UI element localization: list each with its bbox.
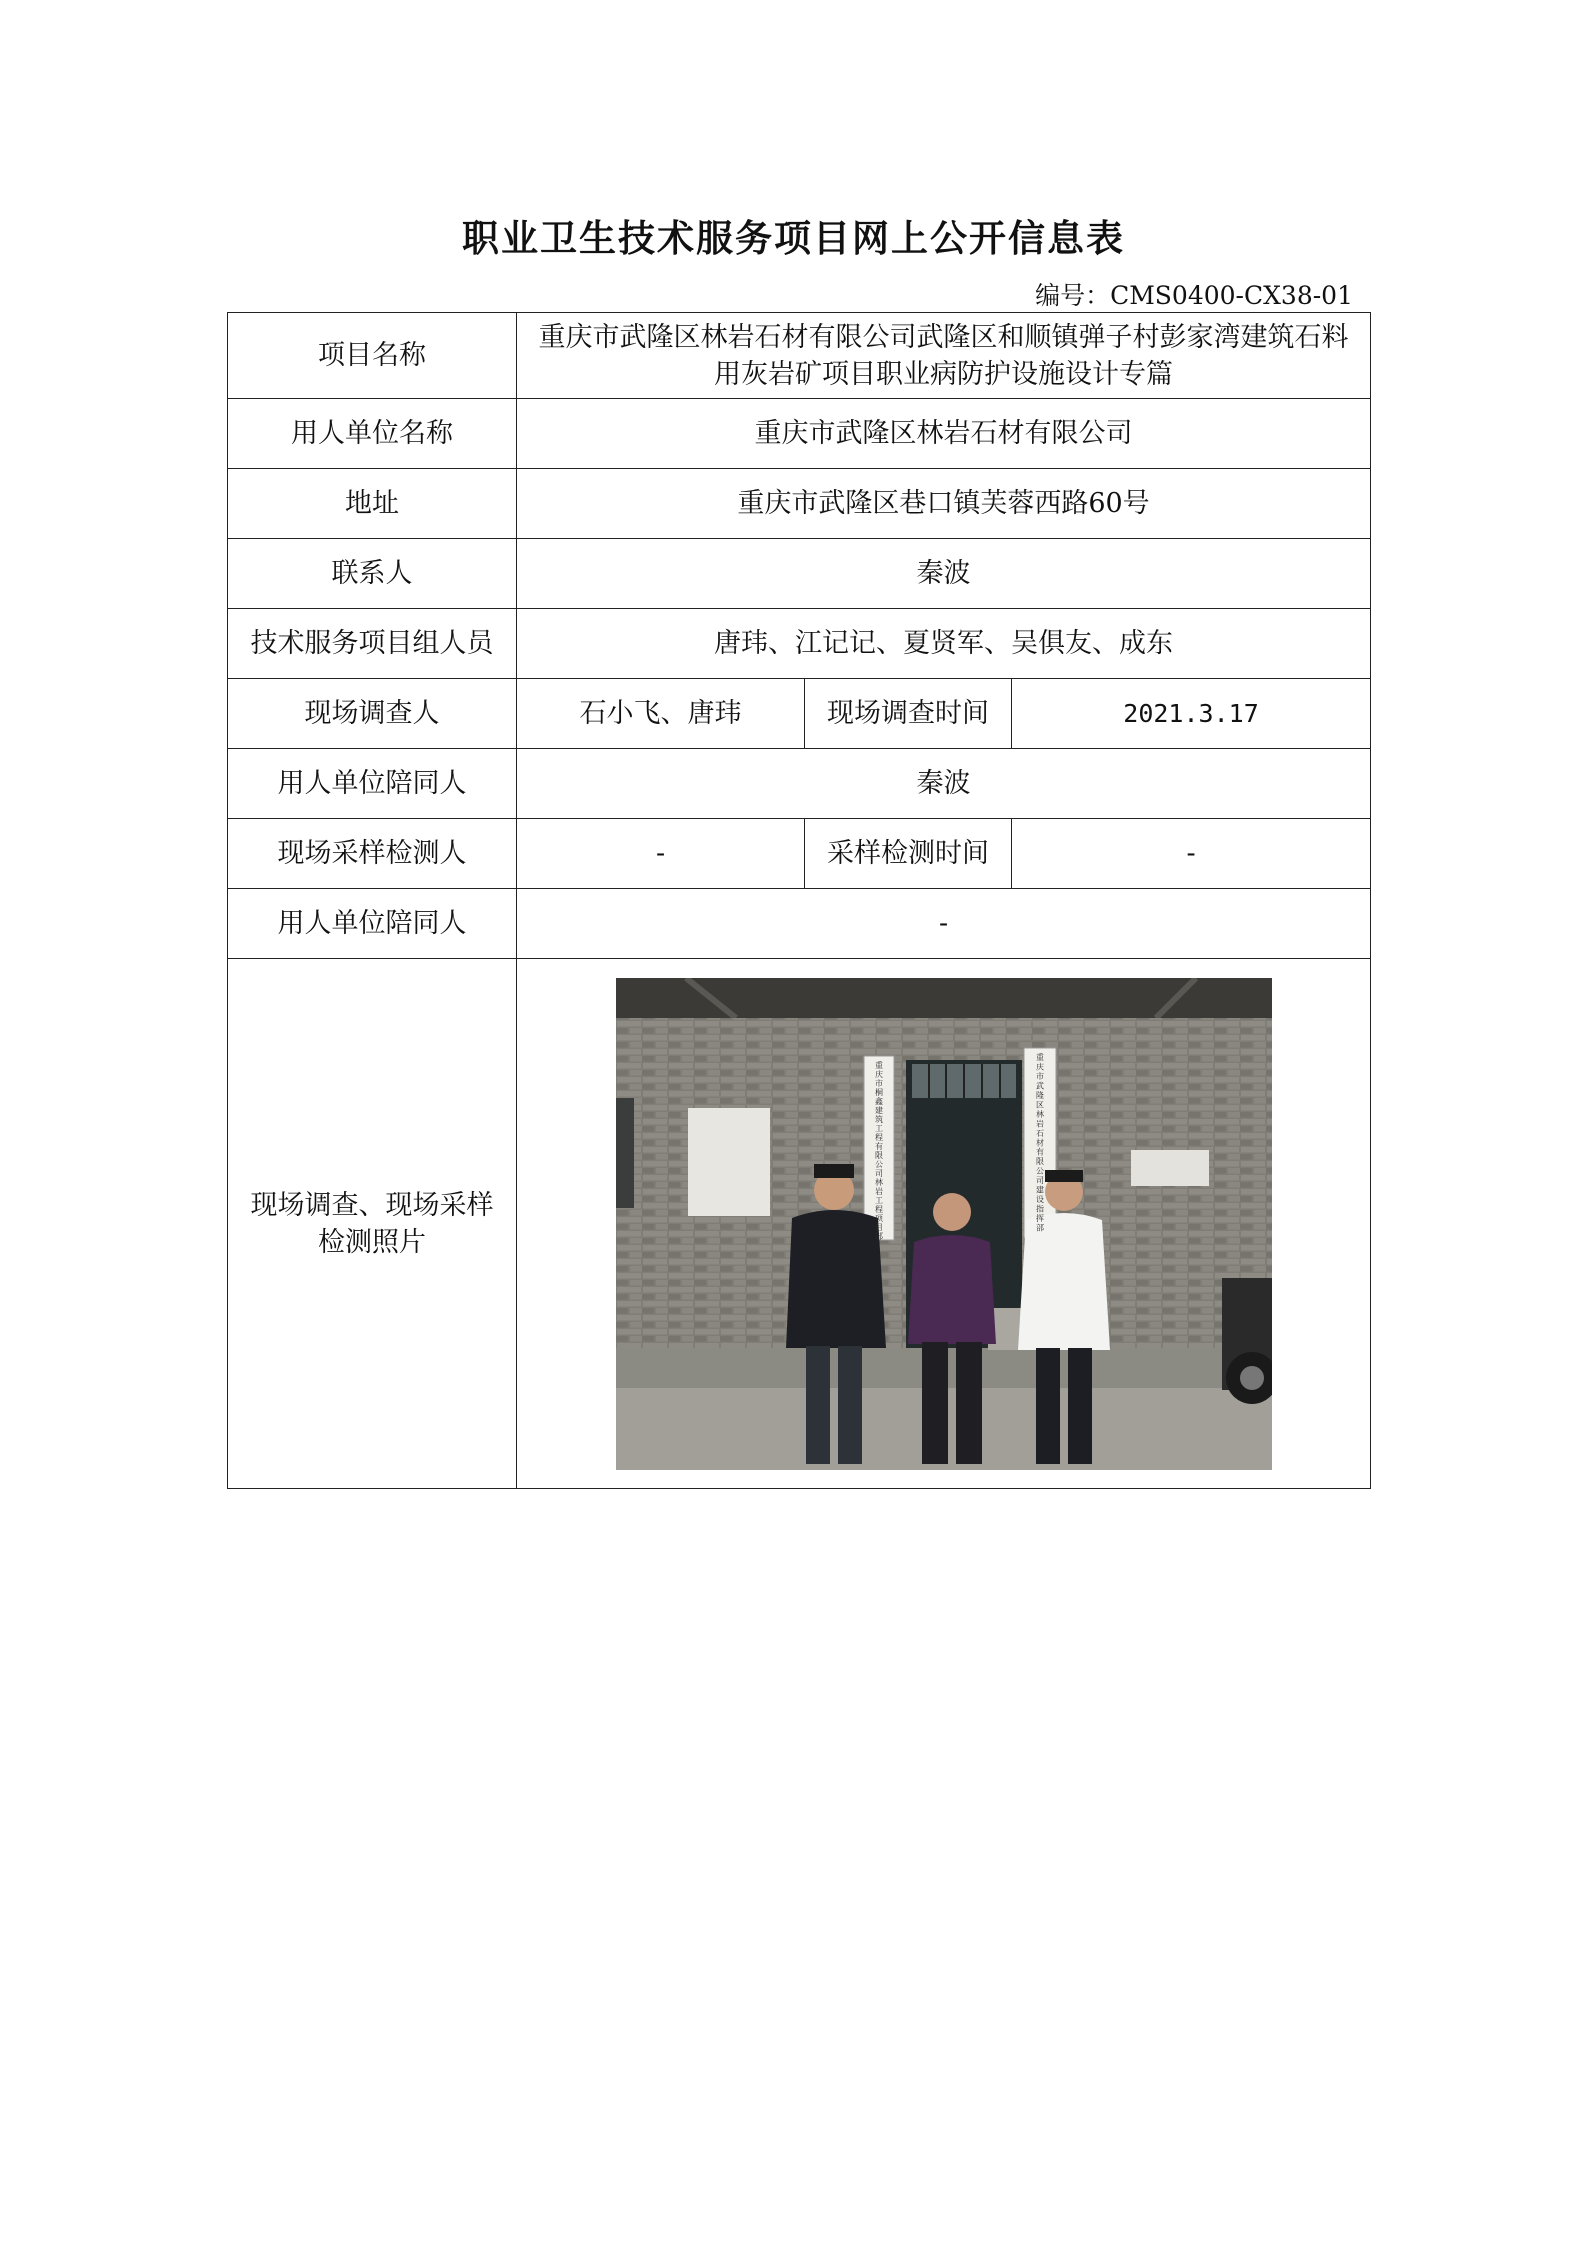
row-survey — [228, 679, 1371, 749]
team-value: 唐玮、江记记、夏贤军、吴俱友、成东 — [517, 609, 1371, 679]
survey-time-label: 现场调查时间 — [805, 679, 1012, 749]
svg-text:限: 限 — [1035, 1156, 1044, 1166]
photo-label: 现场调查、现场采样检测照片 — [228, 959, 517, 1489]
svg-text:程: 程 — [874, 1204, 883, 1214]
svg-text:桐: 桐 — [874, 1087, 883, 1097]
svg-text:市: 市 — [874, 1078, 883, 1088]
row-employer — [228, 399, 1371, 469]
escort-2-value: - — [517, 889, 1371, 959]
left-sign-text — [875, 1060, 884, 1241]
svg-text:筑: 筑 — [874, 1114, 883, 1124]
row-contact — [228, 539, 1371, 609]
address-label: 地址 — [228, 469, 517, 539]
site-photo-illustration — [616, 978, 1272, 1470]
svg-text:部: 部 — [874, 1231, 883, 1241]
svg-text:岩: 岩 — [874, 1186, 883, 1196]
svg-text:项: 项 — [874, 1213, 883, 1223]
svg-text:材: 材 — [1035, 1137, 1044, 1147]
svg-text:程: 程 — [874, 1132, 883, 1142]
svg-text:重: 重 — [874, 1060, 883, 1070]
row-sampling — [228, 819, 1371, 889]
svg-text:设: 设 — [1035, 1194, 1044, 1204]
site-photo — [616, 978, 1272, 1470]
svg-text:司: 司 — [1035, 1175, 1044, 1185]
svg-text:区: 区 — [1035, 1099, 1044, 1109]
svg-text:建: 建 — [1035, 1185, 1044, 1195]
survey-value: 石小飞、唐玮 — [517, 679, 805, 749]
svg-text:林: 林 — [874, 1177, 883, 1187]
survey-label: 现场调查人 — [228, 679, 517, 749]
escort-1-label: 用人单位陪同人 — [228, 749, 517, 819]
svg-text:庆: 庆 — [1035, 1061, 1044, 1071]
project-name-value: 重庆市武隆区林岩石材有限公司武隆区和顺镇弹子村彭家湾建筑石料用灰岩矿项目职业病防护设施设计专篇 — [517, 313, 1371, 399]
escort-1-value: 秦波 — [517, 749, 1371, 819]
project-name-label: 项目名称 — [228, 313, 517, 399]
svg-text:林: 林 — [1035, 1109, 1044, 1119]
contact-label: 联系人 — [228, 539, 517, 609]
row-team — [228, 609, 1371, 679]
svg-text:有: 有 — [1035, 1147, 1044, 1157]
svg-text:公: 公 — [874, 1159, 883, 1169]
svg-text:有: 有 — [874, 1141, 883, 1151]
svg-text:石: 石 — [1035, 1128, 1044, 1138]
row-photo — [228, 959, 1371, 1489]
document-code: 编号：CMS0400-CX38-01 — [1035, 281, 1353, 310]
svg-text:建: 建 — [874, 1105, 883, 1115]
svg-text:司: 司 — [874, 1168, 883, 1178]
svg-text:岩: 岩 — [1035, 1118, 1044, 1128]
row-escort-1 — [228, 749, 1371, 819]
info-table — [227, 312, 1371, 1489]
photo-cell — [517, 959, 1371, 1489]
page-title: 职业卫生技术服务项目网上公开信息表 — [462, 216, 1125, 260]
svg-text:市: 市 — [1035, 1071, 1044, 1081]
svg-text:指: 指 — [1035, 1204, 1044, 1214]
svg-text:工: 工 — [874, 1195, 883, 1205]
svg-text:部: 部 — [1035, 1223, 1044, 1233]
sampling-time-value: - — [1012, 819, 1371, 889]
svg-text:挥: 挥 — [1035, 1213, 1044, 1223]
row-escort-2 — [228, 889, 1371, 959]
svg-text:鑫: 鑫 — [874, 1096, 883, 1106]
svg-text:公: 公 — [1035, 1166, 1044, 1176]
team-label: 技术服务项目组人员 — [228, 609, 517, 679]
svg-text:隆: 隆 — [1035, 1090, 1044, 1100]
employer-label: 用人单位名称 — [228, 399, 517, 469]
employer-value: 重庆市武隆区林岩石材有限公司 — [517, 399, 1371, 469]
svg-text:庆: 庆 — [874, 1069, 883, 1079]
contact-value: 秦波 — [517, 539, 1371, 609]
escort-2-label: 用人单位陪同人 — [228, 889, 517, 959]
sampling-time-label: 采样检测时间 — [805, 819, 1012, 889]
survey-time-value: 2021.3.17 — [1012, 679, 1371, 749]
svg-text:限: 限 — [874, 1150, 883, 1160]
sampling-value: - — [517, 819, 805, 889]
sampling-label: 现场采样检测人 — [228, 819, 517, 889]
svg-text:目: 目 — [874, 1222, 883, 1232]
svg-text:武: 武 — [1035, 1080, 1044, 1090]
row-project-name — [228, 313, 1371, 399]
posted-notice — [688, 1108, 770, 1216]
right-sign-text — [1036, 1052, 1044, 1233]
address-value: 重庆市武隆区巷口镇芙蓉西路60号 — [517, 469, 1371, 539]
svg-text:重: 重 — [1035, 1052, 1044, 1062]
svg-text:工: 工 — [874, 1123, 883, 1133]
row-address — [228, 469, 1371, 539]
